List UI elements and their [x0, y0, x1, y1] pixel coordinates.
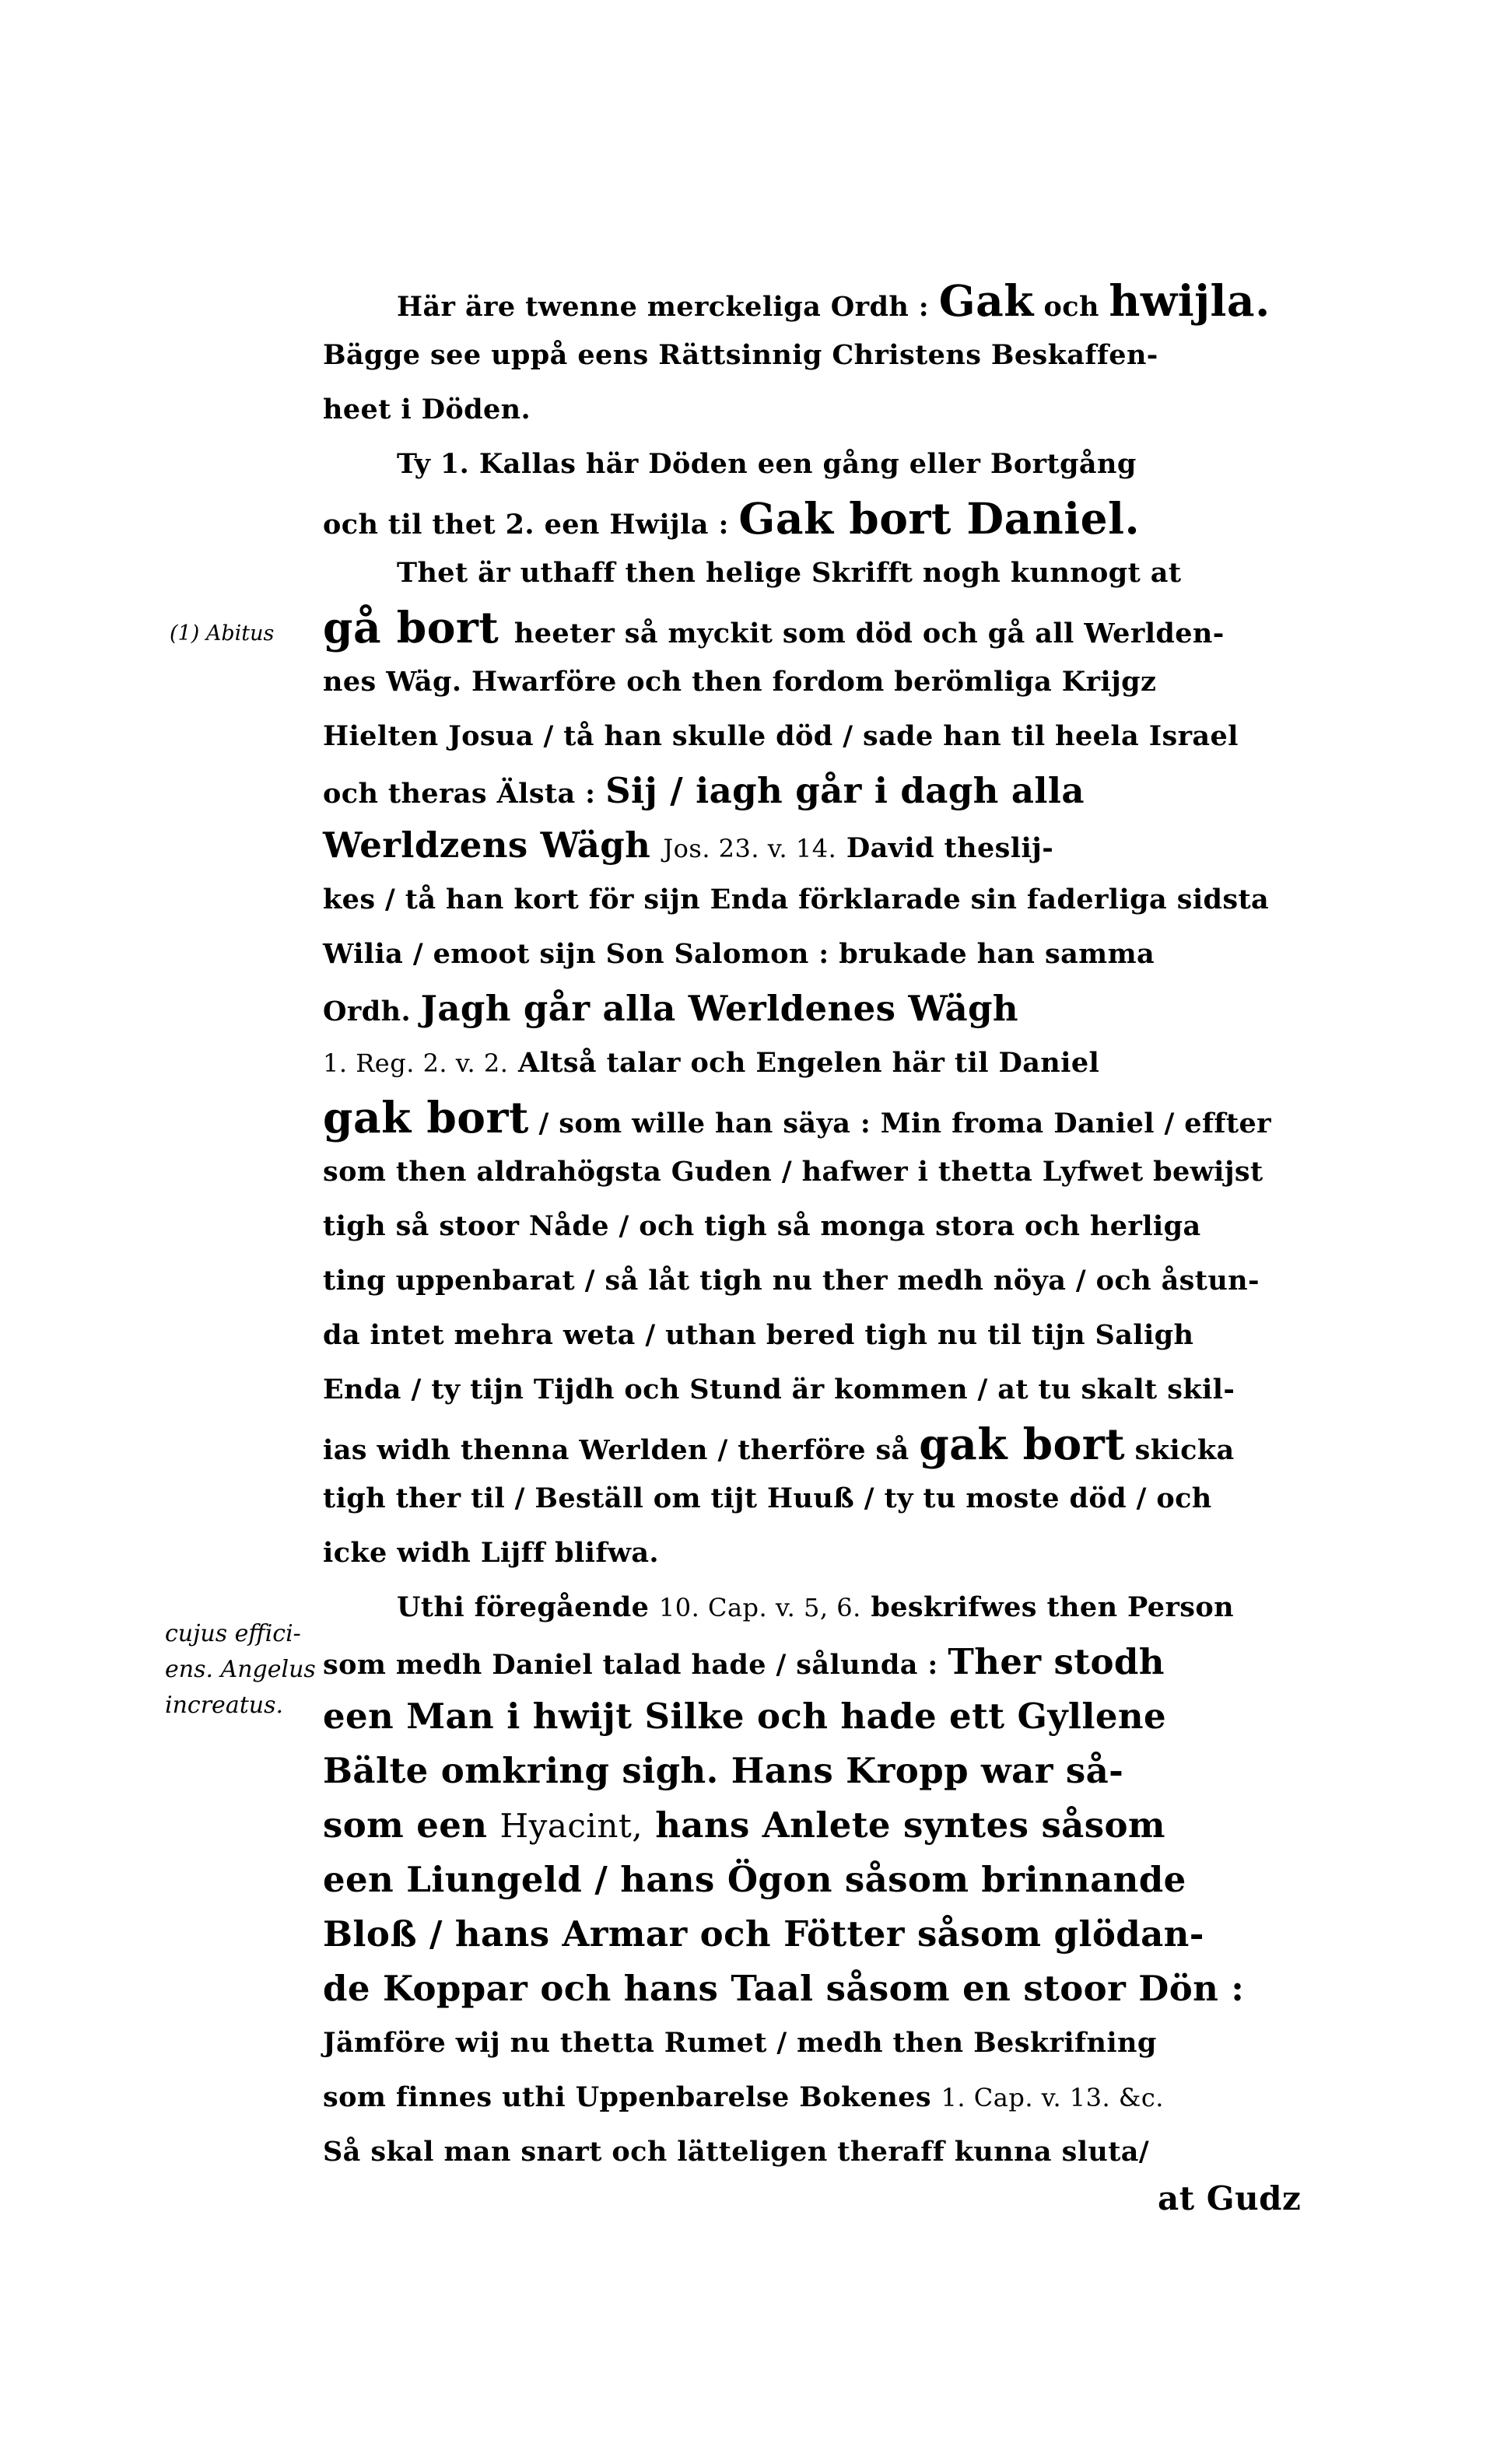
text-line: [323, 492, 1342, 546]
text-segment: een Liungeld / hans Ögon såsom brinnande: [323, 1859, 1186, 1900]
text-segment: Jämföre wij nu thetta Rumet / medh then Beskrifning: [323, 2027, 1157, 2059]
text-line: [323, 1199, 1342, 1254]
text-line: [323, 437, 1342, 492]
text-line: [323, 1744, 1342, 1798]
text-segment: Ordh.: [323, 996, 421, 1027]
text-segment: Sij / iagh går i dagh alla: [605, 770, 1085, 811]
margin-note-line: ens. Angelus: [165, 1656, 316, 1683]
text-segment: tigh så stoor Nåde / och tigh så monga stora och herliga: [323, 1210, 1201, 1242]
text-segment: ting uppenbarat / så låt tigh nu ther medh nöya / och åstun-: [323, 1265, 1260, 1297]
text-line: [323, 1036, 1342, 1090]
text-line: [323, 1907, 1342, 1962]
text-segment: skicka: [1125, 1434, 1235, 1466]
text-line: [323, 1417, 1342, 1472]
text-segment: hans Anlete syntes såsom: [643, 1804, 1165, 1846]
text-segment: Gak: [938, 275, 1034, 326]
text-segment: som een: [323, 1804, 500, 1846]
text-line: [323, 873, 1342, 927]
text-line: [323, 600, 1342, 655]
text-segment: Så skal man snart och lätteligen theraff kunna sluta/: [323, 2136, 1150, 2168]
text-segment: Bälte omkring sigh. Hans Kropp war så-: [323, 1750, 1124, 1791]
text-line: [323, 383, 1342, 437]
text-line: [323, 1689, 1342, 1744]
margin-note-line: increatus.: [165, 1692, 284, 1719]
catchword: at Gudz: [1158, 2179, 1302, 2217]
text-segment: kes / tå han kort för sijn Enda förklarade sin faderliga sidsta: [323, 884, 1270, 915]
text-segment: hwijla.: [1109, 275, 1270, 326]
text-segment: gak bort: [919, 1419, 1126, 1469]
text-segment: Enda / ty tijn Tijdh och Stund är kommen / at tu skalt skil-: [323, 1374, 1235, 1405]
text-line: [323, 2070, 1342, 2125]
text-segment: Hielten Josua / tå han skulle död / sade han til heela Israel: [323, 720, 1239, 752]
text-segment: Ty 1. Kallas här Döden een gång eller Bortgång: [397, 448, 1137, 480]
text-segment: de Koppar och hans Taal såsom en stoor Dön :: [323, 1968, 1245, 2009]
text-segment: da intet mehra weta / uthan bered tigh nu til tijn Saligh: [323, 1319, 1194, 1351]
text-segment: som finnes uthi Uppenbarelse Bokenes: [323, 2081, 941, 2113]
text-segment: gak bort: [323, 1092, 529, 1143]
text-segment: heeter så myckit som död och gå all Werlden-: [513, 618, 1225, 649]
text-segment: Bloß / hans Armar och Fötter såsom glödan-: [323, 1913, 1204, 1955]
text-line: [323, 1145, 1342, 1199]
text-line: [323, 2125, 1342, 2179]
text-segment: Gak bort Daniel.: [738, 493, 1141, 544]
text-line: [323, 1254, 1342, 1308]
text-segment: Altså talar och Engelen här til Daniel: [508, 1047, 1100, 1079]
text-line: [323, 1090, 1342, 1145]
text-segment: Ther stodh: [948, 1641, 1165, 1682]
text-segment: nes Wäg. Hwarföre och then fordom berömliga Krijgz: [323, 666, 1157, 698]
text-line: [323, 982, 1342, 1036]
text-segment: Wilia / emoot sijn Son Salomon : brukade han samma: [323, 938, 1155, 970]
text-line: [323, 274, 1342, 328]
text-line: [323, 1798, 1342, 1853]
text-line: [323, 927, 1342, 982]
text-line: [323, 1580, 1342, 1635]
margin-note-line: cujus effici-: [165, 1620, 301, 1647]
text-line: [323, 1962, 1342, 2016]
text-segment: Hyacint,: [499, 1807, 643, 1845]
text-segment: heet i Döden.: [323, 394, 531, 425]
margin-note-abitus: (1) Abitus: [170, 621, 275, 646]
text-line: [323, 1363, 1342, 1417]
text-segment: 1. Cap. v. 13. &c.: [941, 2083, 1164, 2112]
text-segment: som then aldrahögsta Guden / hafwer i thetta Lyfwet bewijst: [323, 1156, 1263, 1188]
text-line: [323, 1853, 1342, 1907]
text-segment: som medh Daniel talad hade / sålunda :: [323, 1649, 948, 1681]
text-segment: ias widh thenna Werlden / therföre så: [323, 1434, 920, 1466]
text-line: [323, 1308, 1342, 1363]
text-segment: Jos. 23. v. 14.: [663, 834, 837, 863]
text-line: [323, 818, 1342, 873]
text-line: [323, 1526, 1342, 1580]
text-segment: Uthi föregående: [397, 1591, 659, 1623]
text-line: [323, 1635, 1342, 1689]
text-segment: Bägge see uppå eens Rättsinnig Christens Beskaffen-: [323, 339, 1158, 371]
text-segment: icke widh Lijff blifwa.: [323, 1537, 660, 1569]
text-segment: Werldzens Wägh: [323, 824, 664, 866]
text-column: [323, 274, 1342, 2179]
text-line: [323, 2016, 1342, 2070]
text-line: [323, 1472, 1342, 1526]
text-segment: 1. Reg. 2. v. 2.: [323, 1048, 509, 1078]
text-segment: een Man i hwijt Silke och hade ett Gyllene: [323, 1696, 1167, 1737]
text-segment: och theras Älsta :: [323, 778, 606, 810]
text-segment: Här äre twenne merckeliga Ordh :: [397, 291, 939, 323]
text-line: [323, 655, 1342, 709]
text-segment: / som wille han säya : Min froma Daniel / effter: [528, 1108, 1271, 1139]
text-segment: Thet är uthaff then helige Skrifft nogh kunnogt at: [397, 557, 1182, 589]
text-line: [323, 709, 1342, 764]
text-line: [323, 328, 1342, 383]
text-line: [323, 764, 1342, 818]
text-segment: Jagh går alla Werldenes Wägh: [420, 988, 1019, 1029]
text-line: [323, 546, 1342, 600]
text-segment: och: [1033, 291, 1109, 323]
text-segment: David theslij-: [836, 832, 1054, 864]
text-segment: 10. Cap. v. 5, 6.: [658, 1593, 861, 1622]
text-segment: tigh ther til / Beställ om tijt Huuß / ty tu moste död / och: [323, 1482, 1212, 1514]
text-segment: gå bort: [323, 602, 514, 653]
text-segment: och til thet 2. een Hwijla :: [323, 509, 739, 541]
text-segment: beskrifwes then Person: [860, 1591, 1234, 1623]
